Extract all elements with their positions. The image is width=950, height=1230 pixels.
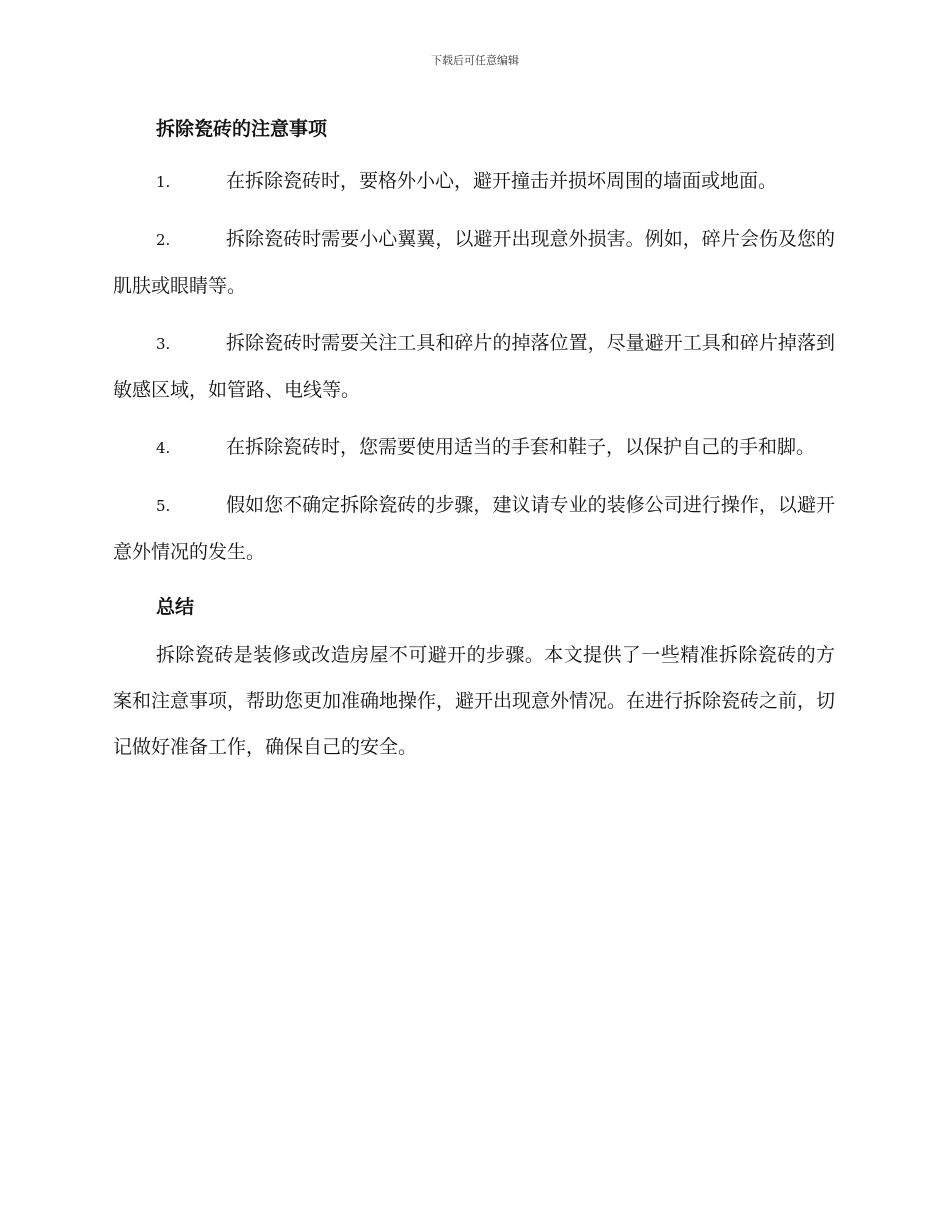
summary-paragraph: 拆除瓷砖是装修或改造房屋不可避开的步骤。本文提供了一些精准拆除瓷砖的方案和注意事项，帮助您更加准确地操作，避开出现意外情况。在进行拆除瓷砖之前，切记做好准备工作，确保自己的安全。	[113, 644, 836, 758]
section-title-summary: 总结	[156, 596, 195, 618]
list-item-number: 2.	[156, 231, 171, 249]
list-item-text: 拆除瓷砖时需要小心翼翼，以避开出现意外损害。例如，碎片会伤及您的肌肤或眼睛等。	[113, 228, 835, 297]
list-item-number: 4.	[156, 439, 171, 457]
list-item	[113, 320, 835, 413]
section-title-notes: 拆除瓷砖的注意事项	[156, 118, 328, 140]
list-item-text: 拆除瓷砖时需要关注工具和碎片的掉落位置，尽量避开工具和碎片掉落到敏感区域，如管路、电线等。	[113, 332, 835, 401]
page-header: 下载后可任意编辑	[431, 54, 519, 67]
list-item-number: 5.	[156, 497, 171, 515]
list-item-number: 3.	[156, 335, 171, 353]
list-item-text: 假如您不确定拆除瓷砖的步骤，建议请专业的装修公司进行操作，以避开意外情况的发生。	[113, 494, 835, 563]
list-item	[113, 158, 835, 205]
list-item-text: 在拆除瓷砖时，要格外小心，避开撞击并损坏周围的墙面或地面。	[226, 170, 778, 192]
list-item	[113, 482, 835, 575]
list-item-text: 在拆除瓷砖时，您需要使用适当的手套和鞋子，以保护自己的手和脚。	[226, 436, 816, 458]
list-item	[113, 216, 835, 309]
list-item-number: 1.	[156, 173, 171, 191]
document-body	[113, 112, 835, 770]
list-item	[113, 424, 835, 471]
